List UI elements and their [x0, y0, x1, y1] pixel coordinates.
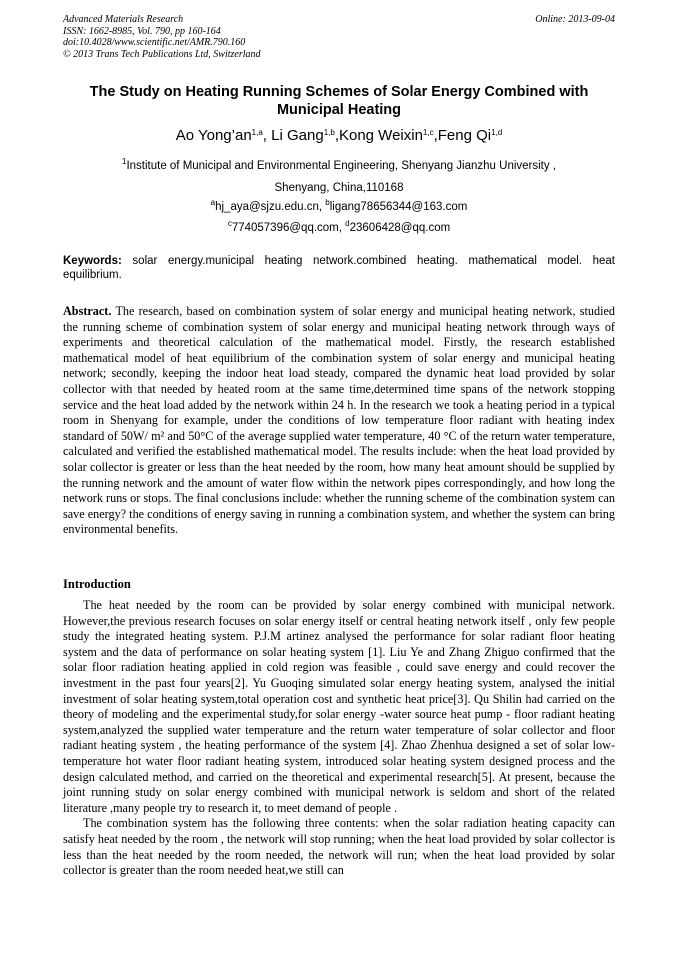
email-sup: a	[210, 198, 216, 207]
affiliation-line-2: Shenyang, China,110168	[274, 182, 404, 194]
author-sup: 1,a	[251, 128, 263, 137]
affiliation	[63, 155, 615, 199]
keywords	[63, 254, 615, 282]
abstract-text: The research, based on combination system of solar energy and municipal heating network, studied the running scheme of combination system of solar energy and municipal heating network through ways of experiments and theoretical calculation of the mathematical model. Firstly, the research established mathematical model of heat equilibrium of the combination system of solar energy and municipal heating network; secondly, keeping the indoor heat load steady, compared the dynamic heat load provided by solar collector with that needed by heated room at the same time,determined time spans of the network stopping service and the heat load added by the network within 24 h. In the research we took a heating period in a typical room in Shenyang for example, under the conditions of low temperature floor radiant with heating index standard of 50W/ m² and 50°C of the average supplied water temperature, 40 °C of the return water temperature, calculated and verified the established mathematical model. The results include: when the heat load provided by solar collector is greater or less than the heat needed by the room, how many heat amount should be supplied by the running network and the amount of water flow within the network pipes correspondingly, and how long the network runs or stops. The final conclusions include: whether the running scheme of the combination system can save energy? the conditions of energy saving in running a combination system, and whether the system can bring environmental benefits.	[63, 304, 616, 537]
journal-header	[63, 14, 261, 60]
author-sup: 1,c	[422, 128, 434, 137]
online-date: Online: 2013-09-04	[535, 14, 615, 25]
author-name: Ao Yong’an	[175, 127, 252, 144]
journal-name: Advanced Materials Research	[63, 14, 184, 25]
paper-title: The Study on Heating Running Schemes of Solar Energy Combined with Municipal Heating	[89, 84, 589, 118]
email-line-1	[63, 200, 615, 214]
email-a: hj_aya@sjzu.edu.cn,	[215, 201, 323, 213]
author-sup: 1,b	[323, 128, 335, 137]
doi-line: doi:10.4028/www.scientific.net/AMR.790.160	[63, 37, 246, 48]
keywords-text: solar energy.municipal heating network.combined heating. mathematical model. heat equilibrium.	[63, 255, 615, 281]
author-list: Ao Yong’an$^{1,a}$, Li Gang$^{1,b}$,Kong Weixin$^{1,c}$,Feng Qi$^{1,d}$	[175, 127, 503, 144]
author-name: Li Gang	[271, 127, 324, 144]
affiliation-sup: 1	[121, 157, 127, 166]
issn-line: ISSN: 1662-8985, Vol. 790, pp 160-164	[63, 25, 221, 37]
introduction-paragraph-2: The combination system has the following three contents: when the solar radiation heating capacity can satisfy heat needed by the room , the network will stop running; when the heat load provided by solar collector is less than the heat needed by the room needed, the network will run; when the heat load provided by solar collector is greater than the room needed heat,we still can	[63, 816, 615, 878]
introduction-paragraph-1: The heat needed by the room can be provided by solar energy combined with municipal network. However,the previous research focuses on solar energy itself or central heating network itself , only few people study the integrated heating system. P.J.M artinez analysed the performance for solar radiant floor heating system and the data of performance on solar heating system [1]. Liu Ye and Zhang Zhiguo confirmed that the solar floor radiation heating applied in cold region was feasible , could save energy and could recover the investment in the past four years[2]. Yu Guoqing simulated solar energy heating system, analysed the initial investment of solar heating system,total operation cost and synthetic heat price[3]. Qu Shilin had carried on the theory of modeling and the experimental study,for solar energy -water source heat pump - floor radiant heating system,analyzed the supplied water temperature and the return water temperature of solar collector and floor radiant heating system , the heating performance of the system [4]. Zhao Zhenhua designed a set of solar low-temperature hot water floor radiant heating system, introduced solar heating system designed process and the design calculated method, and carried on the theoretical and experimental research[5]. At present, because the joint running study on solar energy combined with municipal network is seldom and short of the related literature ,many people try to research it, to meet demand of people .	[63, 598, 615, 815]
keywords-label: Keywords:	[63, 255, 122, 267]
email-line-2	[63, 221, 615, 235]
email-d: 23606428@qq.com	[349, 222, 451, 234]
email-c: 774057396@qq.com,	[231, 222, 342, 234]
email-b: ligang78656344@163.com	[329, 201, 468, 213]
email-sup: d	[345, 219, 350, 228]
email-sup: c	[227, 219, 232, 228]
author-name: Feng Qi	[437, 127, 492, 144]
affiliation-line-1: Institute of Municipal and Environmental Engineering, Shenyang Jianzhu University ,	[126, 160, 557, 172]
abstract	[63, 304, 615, 538]
copyright-line: © 2013 Trans Tech Publications Ltd, Switzerland	[63, 48, 261, 60]
introduction-body	[63, 598, 615, 879]
author-sup: 1,d	[491, 128, 503, 137]
section-heading-introduction: Introduction	[63, 577, 131, 591]
author-name: Kong Weixin	[338, 127, 423, 144]
email-sup: b	[325, 198, 330, 207]
abstract-label: Abstract.	[63, 304, 112, 318]
